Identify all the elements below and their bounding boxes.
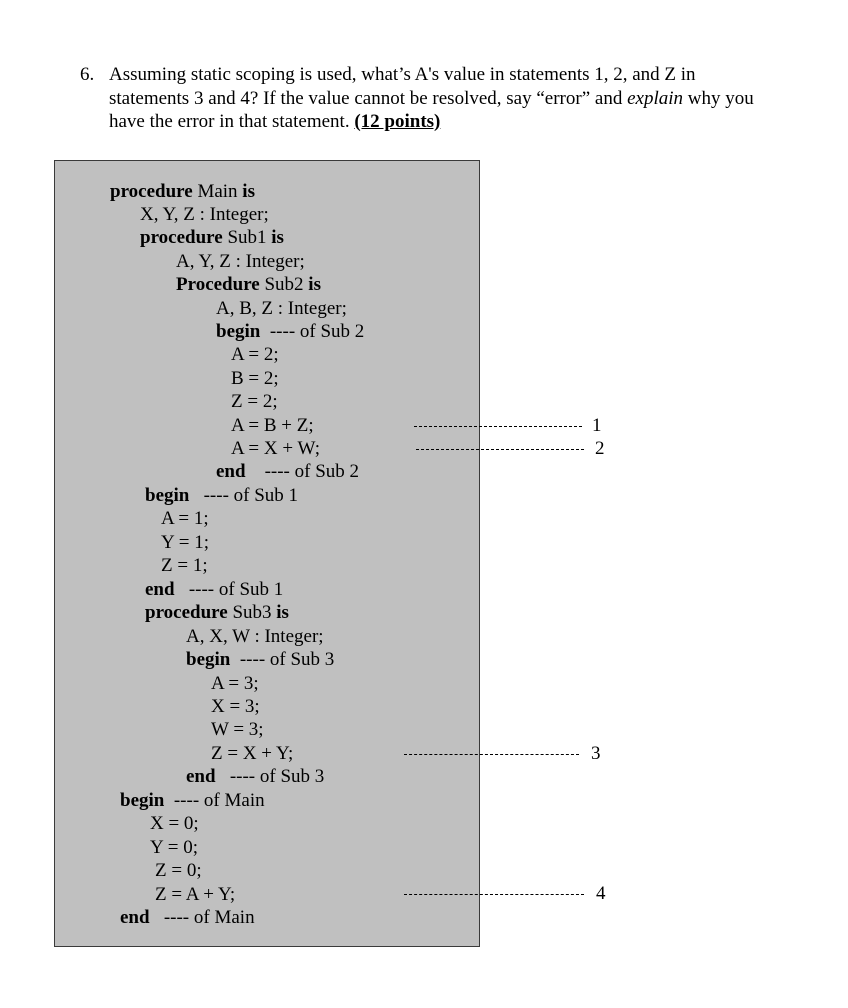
code-text: ---- of Sub 2 xyxy=(260,321,365,342)
code-line xyxy=(145,485,298,507)
code-line: Z = 0; xyxy=(155,860,202,881)
keyword: begin xyxy=(186,649,231,670)
code-line xyxy=(110,181,255,203)
code-line xyxy=(145,602,289,624)
code-line: Z = 1; xyxy=(161,555,208,576)
code-line: A = 3; xyxy=(211,673,259,694)
dashed-leader xyxy=(416,449,584,450)
code-line xyxy=(140,227,284,249)
code-line: Y = 0; xyxy=(150,837,199,858)
marker-number: 2 xyxy=(595,438,605,459)
question-emphasis: explain xyxy=(627,88,684,109)
code-line: W = 3; xyxy=(211,719,264,740)
code-line xyxy=(186,649,334,671)
code-text: ---- of Sub 1 xyxy=(174,579,284,600)
code-line-statement-2: A = X + W; xyxy=(231,438,320,459)
code-line: X = 3; xyxy=(211,696,260,717)
keyword: procedure xyxy=(110,181,193,202)
code-text: ---- of Sub 1 xyxy=(189,485,299,506)
code-text: ---- of Sub 2 xyxy=(245,461,360,482)
code-line-statement-1: A = B + Z; xyxy=(231,415,314,436)
code-text: Sub2 xyxy=(259,274,309,295)
keyword: procedure xyxy=(140,227,223,248)
statement-marker-1 xyxy=(414,415,614,437)
code-line: A, Y, Z : Integer; xyxy=(176,251,305,272)
keyword: is xyxy=(308,274,321,295)
marker-number: 1 xyxy=(592,415,602,436)
keyword: end xyxy=(186,766,216,787)
code-text: Sub1 xyxy=(222,227,272,248)
code-block xyxy=(54,160,480,947)
code-text xyxy=(193,181,255,202)
code-text: ---- of Main xyxy=(149,907,255,928)
code-line xyxy=(120,907,255,929)
code-line: A = 2; xyxy=(231,344,279,365)
keyword: Procedure xyxy=(176,274,260,295)
marker-number: 4 xyxy=(596,883,606,904)
code-line: Z = 2; xyxy=(231,391,278,412)
code-line xyxy=(145,579,283,601)
code-text: ---- of Sub 3 xyxy=(230,649,335,670)
statement-marker-2 xyxy=(416,438,616,460)
question-text-line-1: Assuming static scoping is used, what’s A's value in statements 1, 2, and Z in xyxy=(109,64,696,85)
code-line: B = 2; xyxy=(231,368,279,389)
question-text-line-3 xyxy=(109,111,440,133)
code-text: ---- of Sub 3 xyxy=(215,766,325,787)
statement-marker-4 xyxy=(404,883,609,905)
question-text-line-3-a: have the error in that statement. xyxy=(109,111,355,132)
dashed-leader xyxy=(404,894,584,895)
keyword: begin xyxy=(120,790,165,811)
keyword: end xyxy=(120,907,150,928)
code-line: A, X, W : Integer; xyxy=(186,626,324,647)
question-text-line-2-a: statements 3 and 4? If the value cannot be resolved, say “error” and xyxy=(109,88,628,109)
code-text: Sub3 xyxy=(227,602,277,623)
code-line xyxy=(176,274,321,296)
keyword: begin xyxy=(216,321,261,342)
code-line: A, B, Z : Integer; xyxy=(216,298,347,319)
code-line: X, Y, Z : Integer; xyxy=(140,204,269,225)
code-text: ---- of Main xyxy=(164,790,265,811)
code-line xyxy=(120,790,265,812)
keyword: is xyxy=(271,227,284,248)
dashed-leader xyxy=(404,754,579,755)
dashed-leader xyxy=(414,426,582,427)
code-line xyxy=(216,461,359,483)
keyword: procedure xyxy=(145,602,228,623)
code-line xyxy=(186,766,324,788)
points-label: (12 points) xyxy=(354,111,441,132)
question-number: 6. xyxy=(80,64,95,85)
code-line-statement-4: Z = A + Y; xyxy=(155,884,236,905)
code-text: Main xyxy=(192,181,243,202)
keyword: end xyxy=(216,461,246,482)
keyword: is xyxy=(242,181,255,202)
code-line: A = 1; xyxy=(161,508,209,529)
question-text-line-2 xyxy=(109,88,754,110)
code-line-statement-3: Z = X + Y; xyxy=(211,743,294,764)
keyword: is xyxy=(276,602,289,623)
question xyxy=(0,0,848,140)
marker-number: 3 xyxy=(591,743,601,764)
code-line: X = 0; xyxy=(150,813,199,834)
code-line xyxy=(216,321,364,343)
question-text-line-2-b: why you xyxy=(683,88,754,109)
code-line: Y = 1; xyxy=(161,532,210,553)
statement-marker-3 xyxy=(404,743,604,765)
keyword: begin xyxy=(145,485,190,506)
keyword: end xyxy=(145,579,175,600)
